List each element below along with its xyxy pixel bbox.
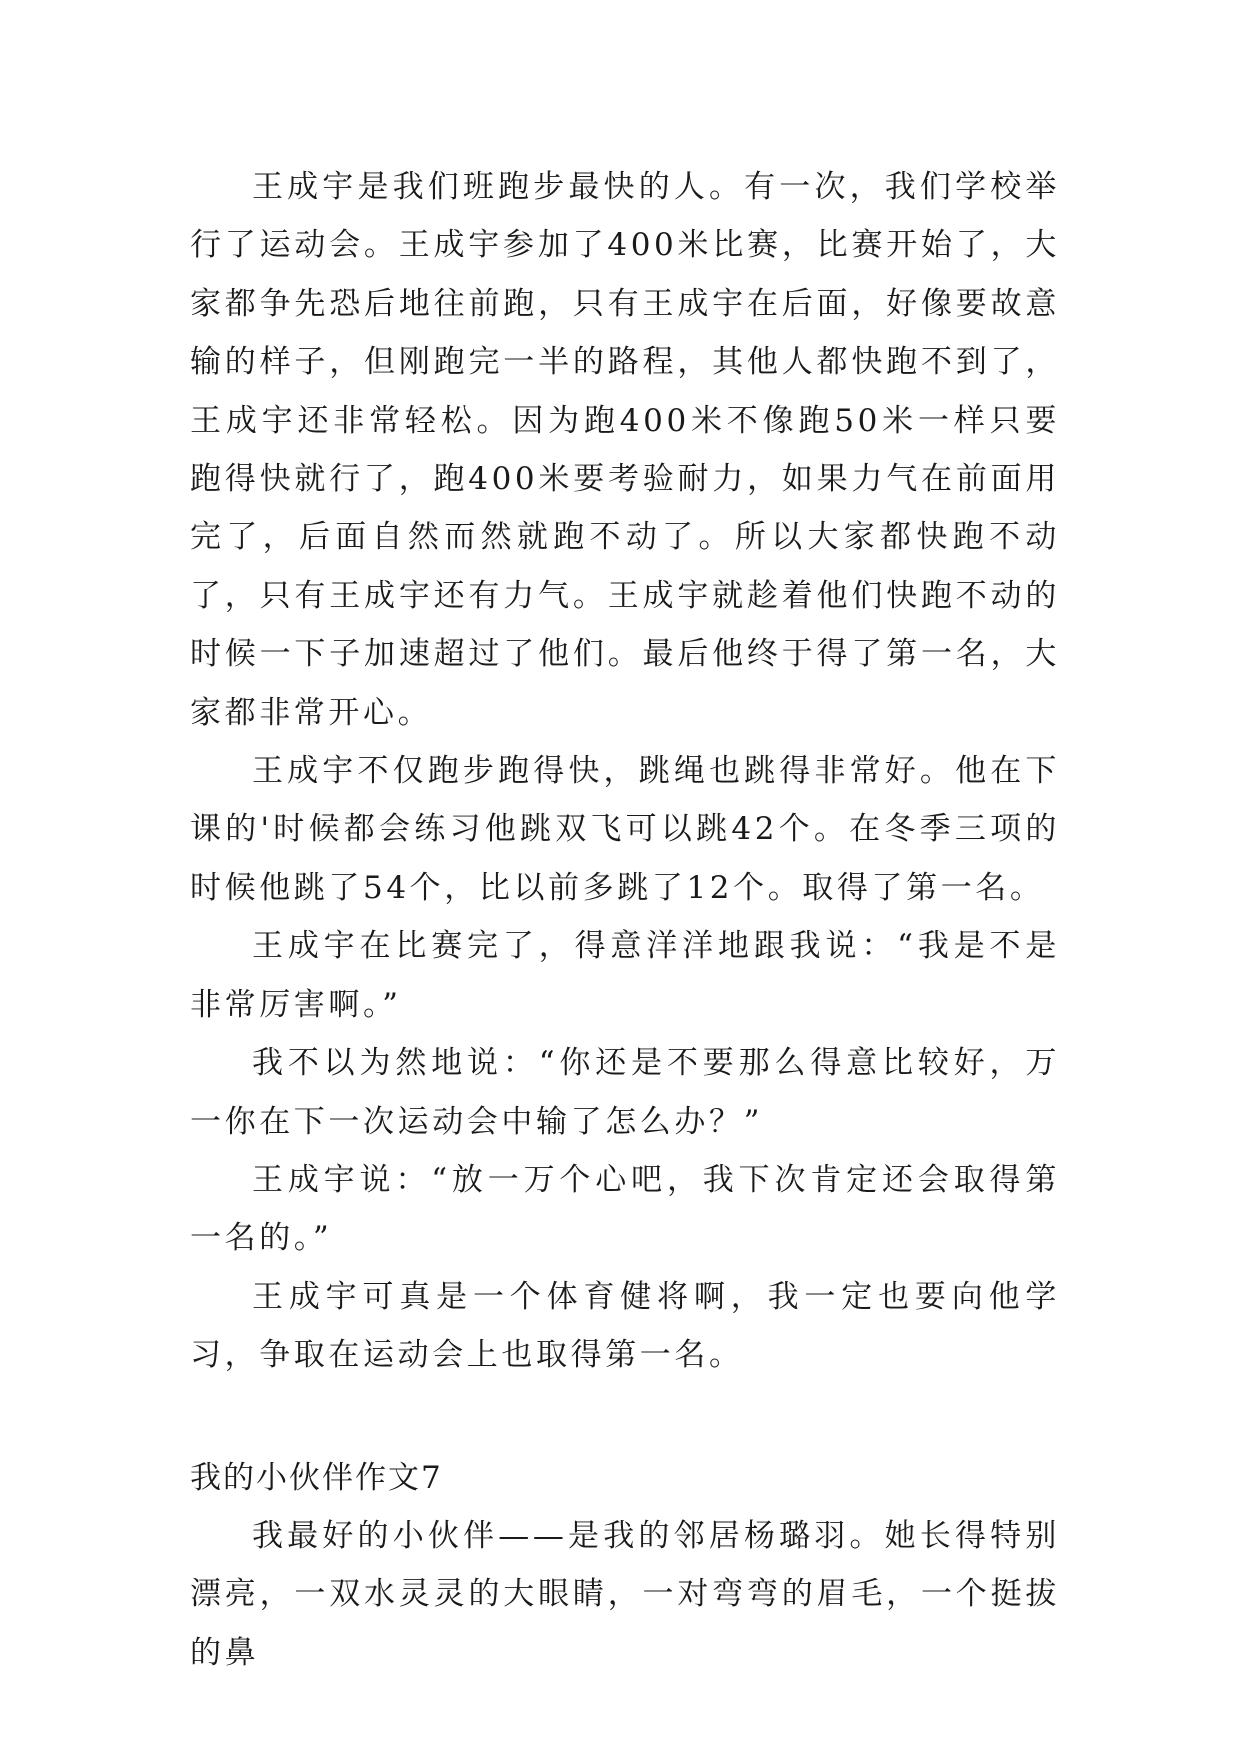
paragraph: 王成宇可真是一个体育健将啊，我一定也要向他学习，争取在运动会上也取得第一名。	[190, 1278, 1060, 1374]
section-heading: 我的小伙伴作文7	[190, 1459, 443, 1496]
paragraph: 王成宇在比赛完了，得意洋洋地跟我说：“我是不是非常厉害啊。”	[190, 928, 1060, 1023]
paragraph: 我不以为然地说：“你还是不要那么得意比较好，万一你在下一次运动会中输了怎么办？”	[190, 1045, 1060, 1140]
paragraph: 王成宇说：“放一万个心吧，我下次肯定还会取得第一名的。”	[190, 1161, 1060, 1257]
paragraph: 王成宇不仅跑步跑得快，跳绳也跳得非常好。他在下课的'时候都会练习他跳双飞可以跳42个。在冬季三项的时候他跳了54个，比以前多跳了12个。取得了第一名。	[190, 753, 1060, 906]
document-body	[190, 158, 1060, 1682]
paragraph: 我最好的小伙伴——是我的邻居杨璐羽。她长得特别漂亮，一双水灵灵的大眼睛，一对弯弯的眉毛，一个挺拔的鼻	[190, 1517, 1060, 1671]
paragraph: 王成宇是我们班跑步最快的人。有一次，我们学校举行了运动会。王成宇参加了400米比赛，比赛开始了，大家都争先恐后地往前跑，只有王成宇在后面，好像要故意输的样子，但刚跑完一半的路程，其他人都快跑不到了，王成宇还非常轻松。因为跑400米不像跑50米一样只要跑得快就行了，跑400米要考验耐力，如果力气在前面用完了，后面自然而然就跑不动了。所以大家都快跑不动了，只有王成宇还有力气。王成宇就趁着他们快跑不动的时候一下子加速超过了他们。最后他终于得了第一名，大家都非常开心。	[190, 169, 1060, 731]
